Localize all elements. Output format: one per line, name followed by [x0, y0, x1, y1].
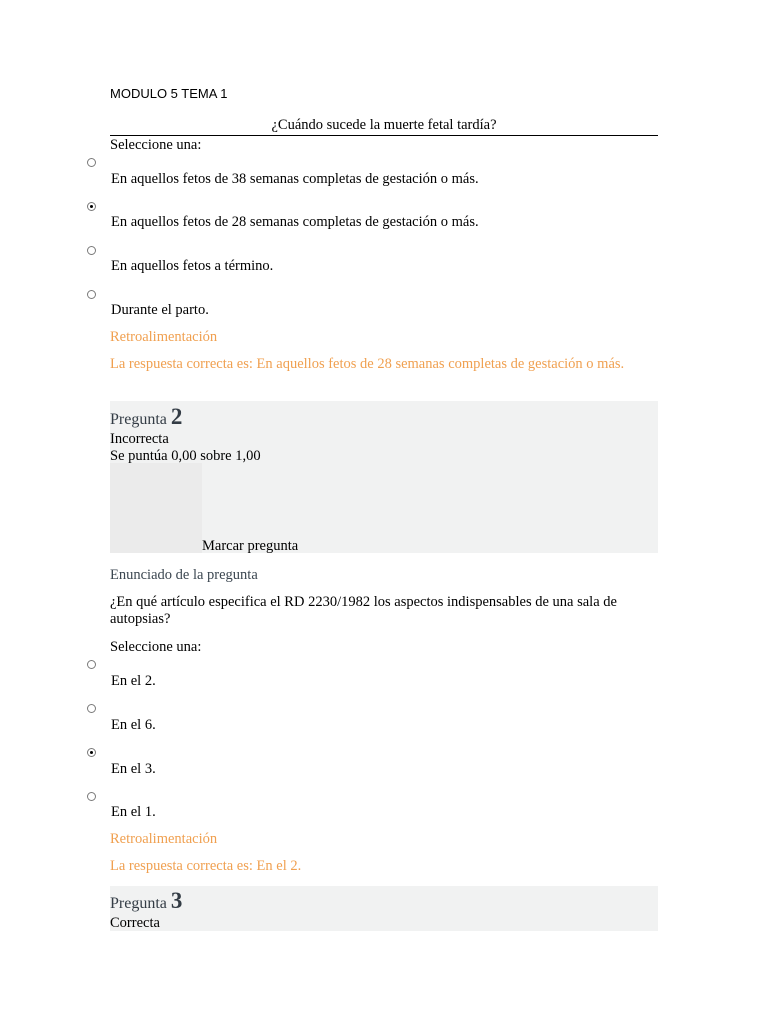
question-2-number: 2 [170, 404, 183, 429]
flag-placeholder [110, 463, 202, 553]
question-1-select-label: Seleccione una: [110, 137, 202, 153]
question-2-heading [110, 404, 182, 430]
question-1-title: ¿Cuándo sucede la muerte fetal tardía? [110, 117, 658, 136]
question-2-option-4-radio[interactable] [87, 792, 96, 801]
question-1-option-2-radio[interactable] [87, 202, 96, 211]
question-2-option-4-label[interactable]: En el 1. [111, 804, 156, 820]
question-2-option-1-label[interactable]: En el 2. [111, 673, 156, 689]
question-3-info-panel [110, 886, 658, 931]
question-1-option-4-radio[interactable] [87, 290, 96, 299]
question-1-option-3-radio[interactable] [87, 246, 96, 255]
question-1-option-4-label[interactable]: Durante el parto. [111, 302, 209, 318]
question-1-option-2-label[interactable]: En aquellos fetos de 28 semanas completas de gestación o más. [111, 214, 479, 230]
question-2-feedback-label: Retroalimentación [110, 831, 218, 847]
question-2-status: Incorrecta [110, 431, 169, 447]
question-2-option-2-radio[interactable] [87, 704, 96, 713]
question-3-status: Correcta [110, 915, 160, 931]
question-1-feedback-label: Retroalimentación [110, 329, 218, 345]
document-header: MODULO 5 TEMA 1 [110, 86, 228, 101]
question-2-label: Pregunta [110, 411, 167, 428]
question-1-correct-answer: La respuesta correcta es: En aquellos fetos de 28 semanas completas de gestación o más. [110, 356, 625, 372]
question-1-option-3-label[interactable]: En aquellos fetos a término. [111, 258, 274, 274]
question-2-statement-label: Enunciado de la pregunta [110, 567, 258, 583]
question-3-number: 3 [170, 888, 183, 913]
question-2-option-3-label[interactable]: En el 3. [111, 761, 156, 777]
question-2-score: Se puntúa 0,00 sobre 1,00 [110, 448, 261, 464]
question-1-option-1-radio[interactable] [87, 158, 96, 167]
question-2-correct-answer: La respuesta correcta es: En el 2. [110, 858, 302, 874]
question-2-select-label: Seleccione una: [110, 639, 202, 655]
question-3-heading [110, 888, 182, 914]
question-2-info-panel [110, 401, 658, 553]
question-1-option-1-label[interactable]: En aquellos fetos de 38 semanas completas de gestación o más. [111, 171, 479, 187]
question-2-text: ¿En qué artículo especifica el RD 2230/1982 los aspectos indispensables de una sala de autopsias? [110, 594, 617, 627]
question-2-option-1-radio[interactable] [87, 660, 96, 669]
question-2-option-2-label[interactable]: En el 6. [111, 717, 156, 733]
question-2-option-3-radio[interactable] [87, 748, 96, 757]
question-3-label: Pregunta [110, 895, 167, 912]
flag-question-link[interactable]: Marcar pregunta [202, 538, 299, 554]
